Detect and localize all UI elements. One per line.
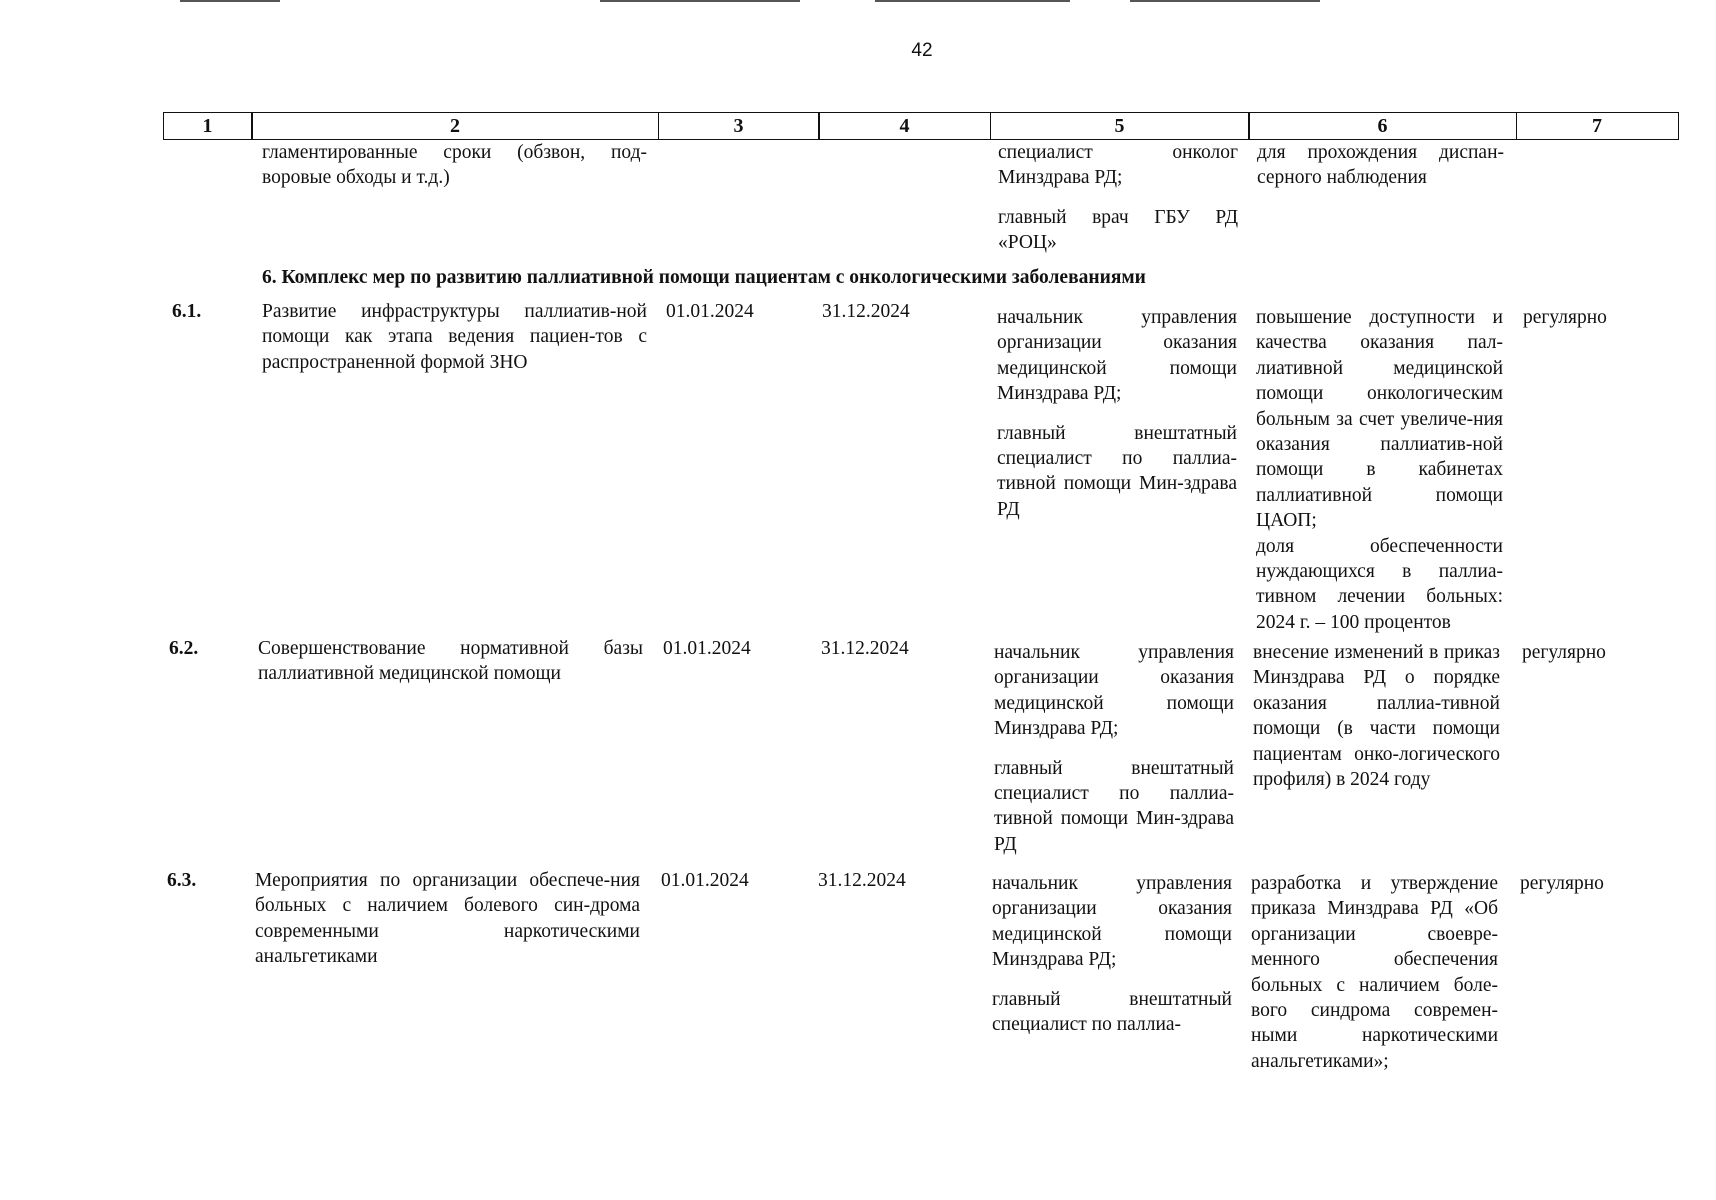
row-activity: Развитие инфраструктуры паллиатив-ной помощи как этапа ведения пациен-тов с распространенной формой ЗНО [262, 301, 647, 373]
table-header-row [164, 112, 1679, 140]
row-responsible [992, 871, 1232, 1037]
row-frequency: регулярно [1522, 642, 1606, 663]
header-cell: 7 [1516, 112, 1679, 140]
page-number: 42 [911, 40, 933, 61]
row-number: 6.2. [169, 638, 199, 659]
result-item: повышение доступности и качества оказания пал-лиативной медицинской помощи онкологическим больным за счет увеличе-ния оказания паллиатив-ной помощи в кабинетах паллиативной помощи ЦАОП; [1256, 307, 1503, 532]
row-frequency: регулярно [1520, 873, 1604, 894]
header-cell: 2 [251, 112, 659, 140]
section-title: 6. Комплекс мер по развитию паллиативной помощи пациентам с онкологическими заболеваниями [262, 267, 1146, 288]
header-cell: 5 [990, 112, 1250, 140]
row-frequency: регулярно [1523, 307, 1607, 328]
row-number: 6.3. [167, 870, 197, 891]
responsible-item: главный внештатный специалист по паллиа-тивной помощи Мин-здрава РД [997, 422, 1237, 520]
row-end-date: 31.12.2024 [822, 301, 910, 322]
responsible-item: начальник управления организации оказания медицинской помощи Минздрава РД; [994, 642, 1234, 740]
continuation-result: для прохождения диспан-серного наблюдения [1257, 142, 1504, 189]
row-activity: Совершенствование нормативной базы паллиативной медицинской помощи [258, 638, 643, 685]
responsible-item: главный внештатный специалист по паллиа- [992, 988, 1232, 1036]
header-cell: 3 [658, 112, 820, 140]
row-end-date: 31.12.2024 [818, 870, 906, 891]
header-cell: 1 [163, 112, 253, 140]
result-item: внесение изменений в приказ Минздрава РД о порядке оказания паллиа-тивной помощи (в части помощи пациентам онко-логического профиля) в 2024 году [1253, 642, 1500, 791]
responsible-item: специалист онколог Минздрава РД; [998, 142, 1238, 189]
result-item: доля обеспеченности нуждающихся в паллиа-тивном лечении больных: 2024 г. – 100 процентов [1256, 535, 1503, 633]
header-cell: 6 [1248, 112, 1517, 140]
continuation-activity: гламентированные сроки (обзвон, под-воровые обходы и т.д.) [262, 142, 647, 189]
row-responsible [994, 640, 1234, 857]
top-edge-rule [600, 0, 800, 2]
header-cell: 4 [818, 112, 991, 140]
result-item: разработка и утверждение приказа Минздрава РД «Об организации своевре-менного обеспечения больных с наличием боле-вого синдрома современ-ными наркотическими анальгетиками»; [1251, 873, 1498, 1072]
top-edge-rule [180, 0, 280, 2]
row-end-date: 31.12.2024 [821, 638, 909, 659]
responsible-item: главный внештатный специалист по паллиа-тивной помощи Мин-здрава РД [994, 757, 1234, 855]
responsible-item: главный врач ГБУ РД «РОЦ» [998, 206, 1238, 254]
responsible-item: начальник управления организации оказания медицинской помощи Минздрава РД; [997, 307, 1237, 405]
top-edge-rule [1130, 0, 1320, 2]
responsible-item: начальник управления организации оказания медицинской помощи Минздрава РД; [992, 873, 1232, 971]
row-start-date: 01.01.2024 [661, 870, 749, 891]
row-activity: Мероприятия по организации обеспече-ния больных с наличием болевого син-дрома современными наркотическими анальгетиками [255, 870, 640, 968]
row-start-date: 01.01.2024 [666, 301, 754, 322]
row-number: 6.1. [172, 301, 202, 322]
row-start-date: 01.01.2024 [663, 638, 751, 659]
row-result [1253, 640, 1500, 792]
row-responsible [997, 305, 1237, 522]
top-edge-rule [875, 0, 1070, 2]
row-result [1251, 871, 1498, 1074]
continuation-responsible [998, 140, 1238, 256]
row-result [1256, 305, 1503, 635]
